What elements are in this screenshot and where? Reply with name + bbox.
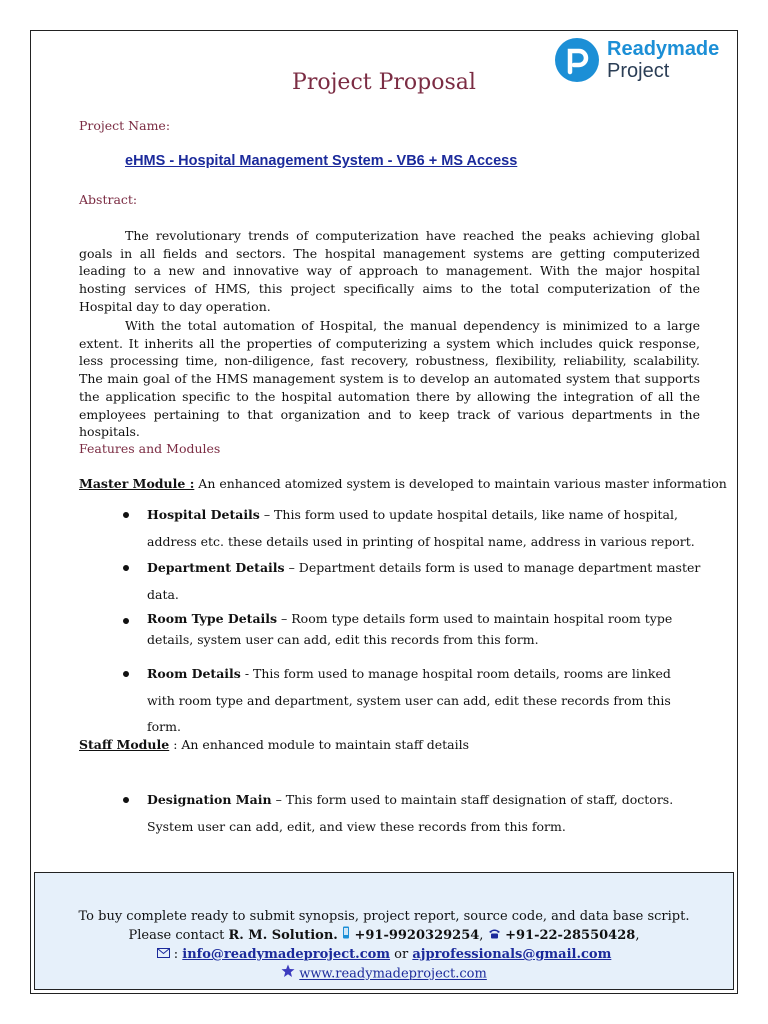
list-item [123, 661, 701, 741]
bullet-icon [123, 618, 129, 624]
master-module-title: Master Module : [79, 476, 195, 491]
list-item-title: Room Details [147, 666, 241, 681]
list-item [123, 787, 701, 840]
footer-line-4 [35, 964, 733, 984]
contact-footer [34, 872, 734, 990]
envelope-icon [157, 945, 170, 964]
footer-line-2: Please contact R. M. Solution. +91-9920329254, +91-22-28550428, [128, 928, 640, 943]
list-item-text: – This form used to maintain staff designation of staff, doctors. System user can add, edit, and view these records from this form. [147, 792, 674, 834]
abstract-paragraph-2-text: With the total automation of Hospital, the manual dependency is minimized to a large extent. It inherits all the properties of computerizing a system which includes quick response, less processing time, non-diligence, fast recovery, robustness, flexibility, reliability, scalability. The main goal of the HMS management system is to develop an automated system that supports the application specific to the hospital automation there by allowing the integration of all the employees pertaining to that organization and to keep track of various departments in the hospitals. [79, 318, 700, 440]
bullet-icon [123, 671, 129, 677]
logo-line1: Readymade [607, 38, 720, 60]
footer-line-1: To buy complete ready to submit synopsis, project report, source code, and data base script. [78, 909, 690, 924]
list-item-text: – Room type details form used to maintain hospital room type details, system user can add, edit this records from this form. [147, 611, 673, 647]
list-item [123, 502, 701, 555]
list-item-title: Room Type Details [147, 611, 278, 626]
footer-website-link[interactable]: www.readymadeproject.com [299, 966, 487, 982]
project-name-link[interactable]: eHMS - Hospital Management System - VB6 + MS Access [125, 153, 518, 169]
master-module-desc: An enhanced atomized system is developed to maintain various master information [194, 476, 727, 491]
page-title: Project Proposal [292, 70, 476, 95]
footer-line-3: : info@readymadeproject.com or ajprofessionals@gmail.com [35, 945, 733, 964]
abstract-paragraph-1 [79, 227, 700, 316]
staff-module-desc: : An enhanced module to maintain staff details [169, 737, 470, 752]
list-item-title: Department Details [147, 560, 285, 575]
footer-email-2[interactable]: ajprofessionals@gmail.com [412, 947, 612, 962]
footer-phone-1[interactable]: +91-9920329254 [349, 928, 480, 943]
footer-email-separator: or [390, 947, 413, 962]
features-label: Features and Modules [79, 441, 221, 456]
list-item [123, 608, 701, 650]
list-item-title: Hospital Details [147, 507, 260, 522]
mobile-phone-icon [342, 926, 350, 945]
footer-email-1[interactable]: info@readymadeproject.com [182, 947, 391, 962]
star-icon [281, 964, 295, 984]
list-item-title: Designation Main [147, 792, 272, 807]
footer-company: R. M. Solution. [228, 928, 338, 943]
list-item-text: – Department details form is used to manage department master data. [147, 560, 701, 602]
bullet-icon [123, 565, 129, 571]
abstract-paragraph-2 [79, 317, 700, 441]
staff-module-title: Staff Module [79, 737, 170, 752]
footer-phone-2[interactable]: +91-22-28550428 [500, 928, 636, 943]
telephone-icon [488, 926, 501, 945]
bullet-icon [123, 512, 129, 518]
project-name-label: Project Name: [79, 118, 171, 133]
staff-module-line [79, 737, 469, 752]
list-item [123, 555, 701, 608]
master-module-line [79, 476, 727, 491]
bullet-icon [123, 797, 129, 803]
abstract-label: Abstract: [79, 192, 138, 207]
list-item-text: – This form used to update hospital details, like name of hospital, address etc. these details used in printing of hospital name, address in various report. [147, 507, 695, 549]
abstract-paragraph-1-text: The revolutionary trends of computerization have reached the peaks achieving global goals in all fields and sectors. The hospital management systems are getting computerized leading to a new and innovative way of approach to management. With the major hospital hosting services of HMS, this project specifically aims to the total computerization of the Hospital day to day operation. [79, 228, 700, 314]
logo-line2: Project [607, 60, 670, 82]
list-item-text: - This form used to manage hospital room details, rooms are linked with room type and department, system user can add, edit these records from this form. [147, 666, 671, 734]
footer-contact-prefix: Please contact [128, 928, 229, 943]
